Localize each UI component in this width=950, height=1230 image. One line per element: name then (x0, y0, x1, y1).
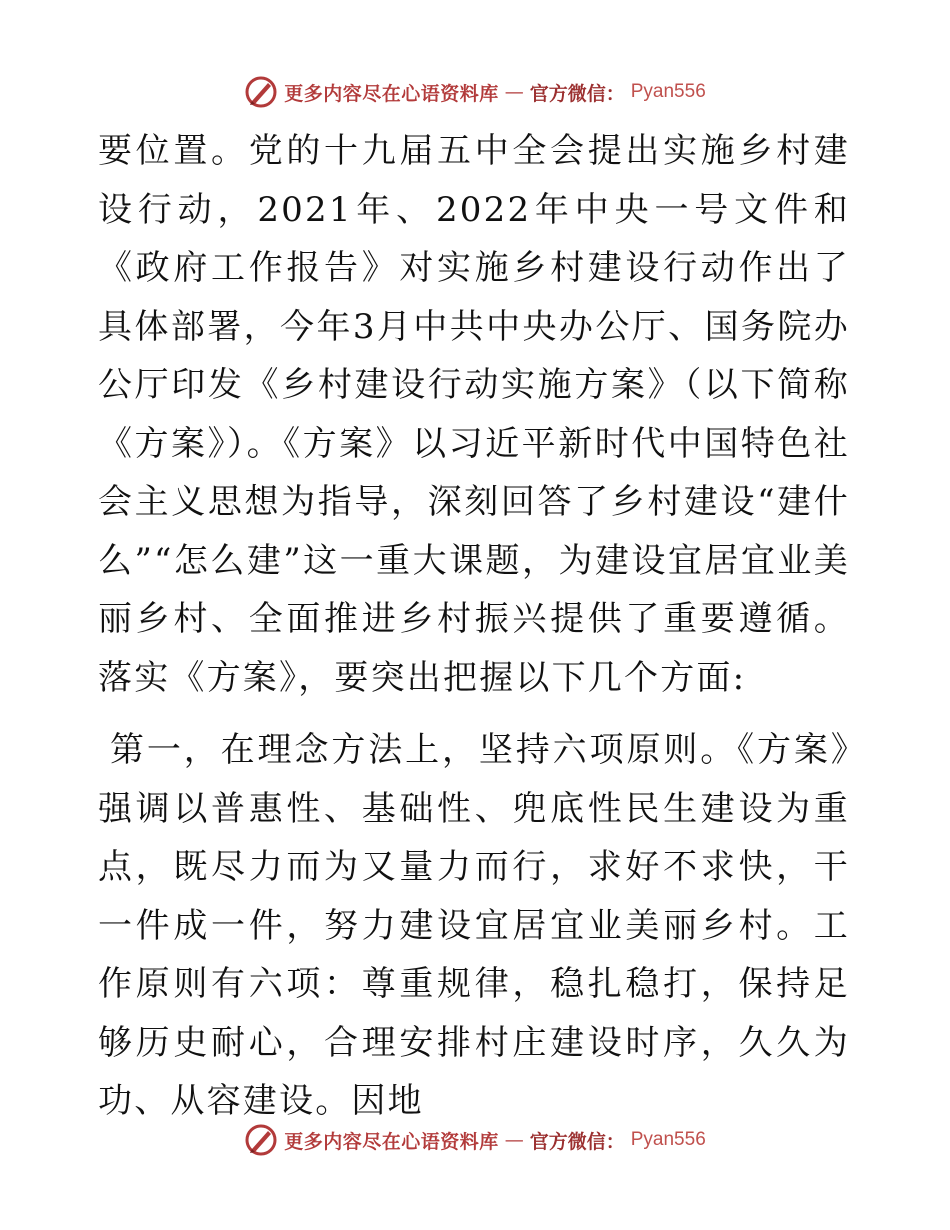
watermark-wechat-id: Pyan556 (630, 81, 706, 102)
watermark-dash: — (504, 81, 524, 103)
paragraph-principles: 第一，在理念方法上，坚持六项原则。《方案》强调以普惠性、基础性、兜底性民生建设为重点，既尽力而为又量力而行，求好不求快，干一件成一件，努力建设宜居宜业美丽乡村。工作原则有六项：尊重规律，稳扎稳打，保持足够历史耐心，合理安排村庄建设时序，久久为功、从容建设。因地 (98, 730, 850, 1121)
footer-watermark (0, 1118, 950, 1162)
watermark-library-label: 更多内容尽在心语资料库 (284, 82, 499, 105)
pen-logo-icon (244, 1123, 278, 1157)
pen-logo-icon (244, 75, 278, 109)
paragraph-intro: 要位置。党的十九届五中全会提出实施乡村建设行动，2021年、2022年中央一号文件和《政府工作报告》对实施乡村建设行动作出了具体部署，今年3月中共中央办公厅、国务院办公厅印发《乡村建设行动实施方案》（以下简称《方案》）。《方案》以习近平新时代中国特色社会主义思想为指导，深刻回答了乡村建设“建什么”“怎么建”这一重大课题，为建设宜居宜业美丽乡村、全面推进乡村振兴提供了重要遵循。落实《方案》，要突出把握以下几个方面: (98, 131, 850, 698)
watermark-dash: — (504, 1129, 524, 1151)
document-body (98, 122, 850, 1131)
watermark-wechat-label: 官方微信： (529, 1130, 625, 1153)
watermark-library-label: 更多内容尽在心语资料库 (284, 1130, 499, 1153)
header-watermark (0, 70, 950, 114)
watermark-wechat-id: Pyan556 (630, 1129, 706, 1150)
watermark-wechat-label: 官方微信： (529, 82, 625, 105)
